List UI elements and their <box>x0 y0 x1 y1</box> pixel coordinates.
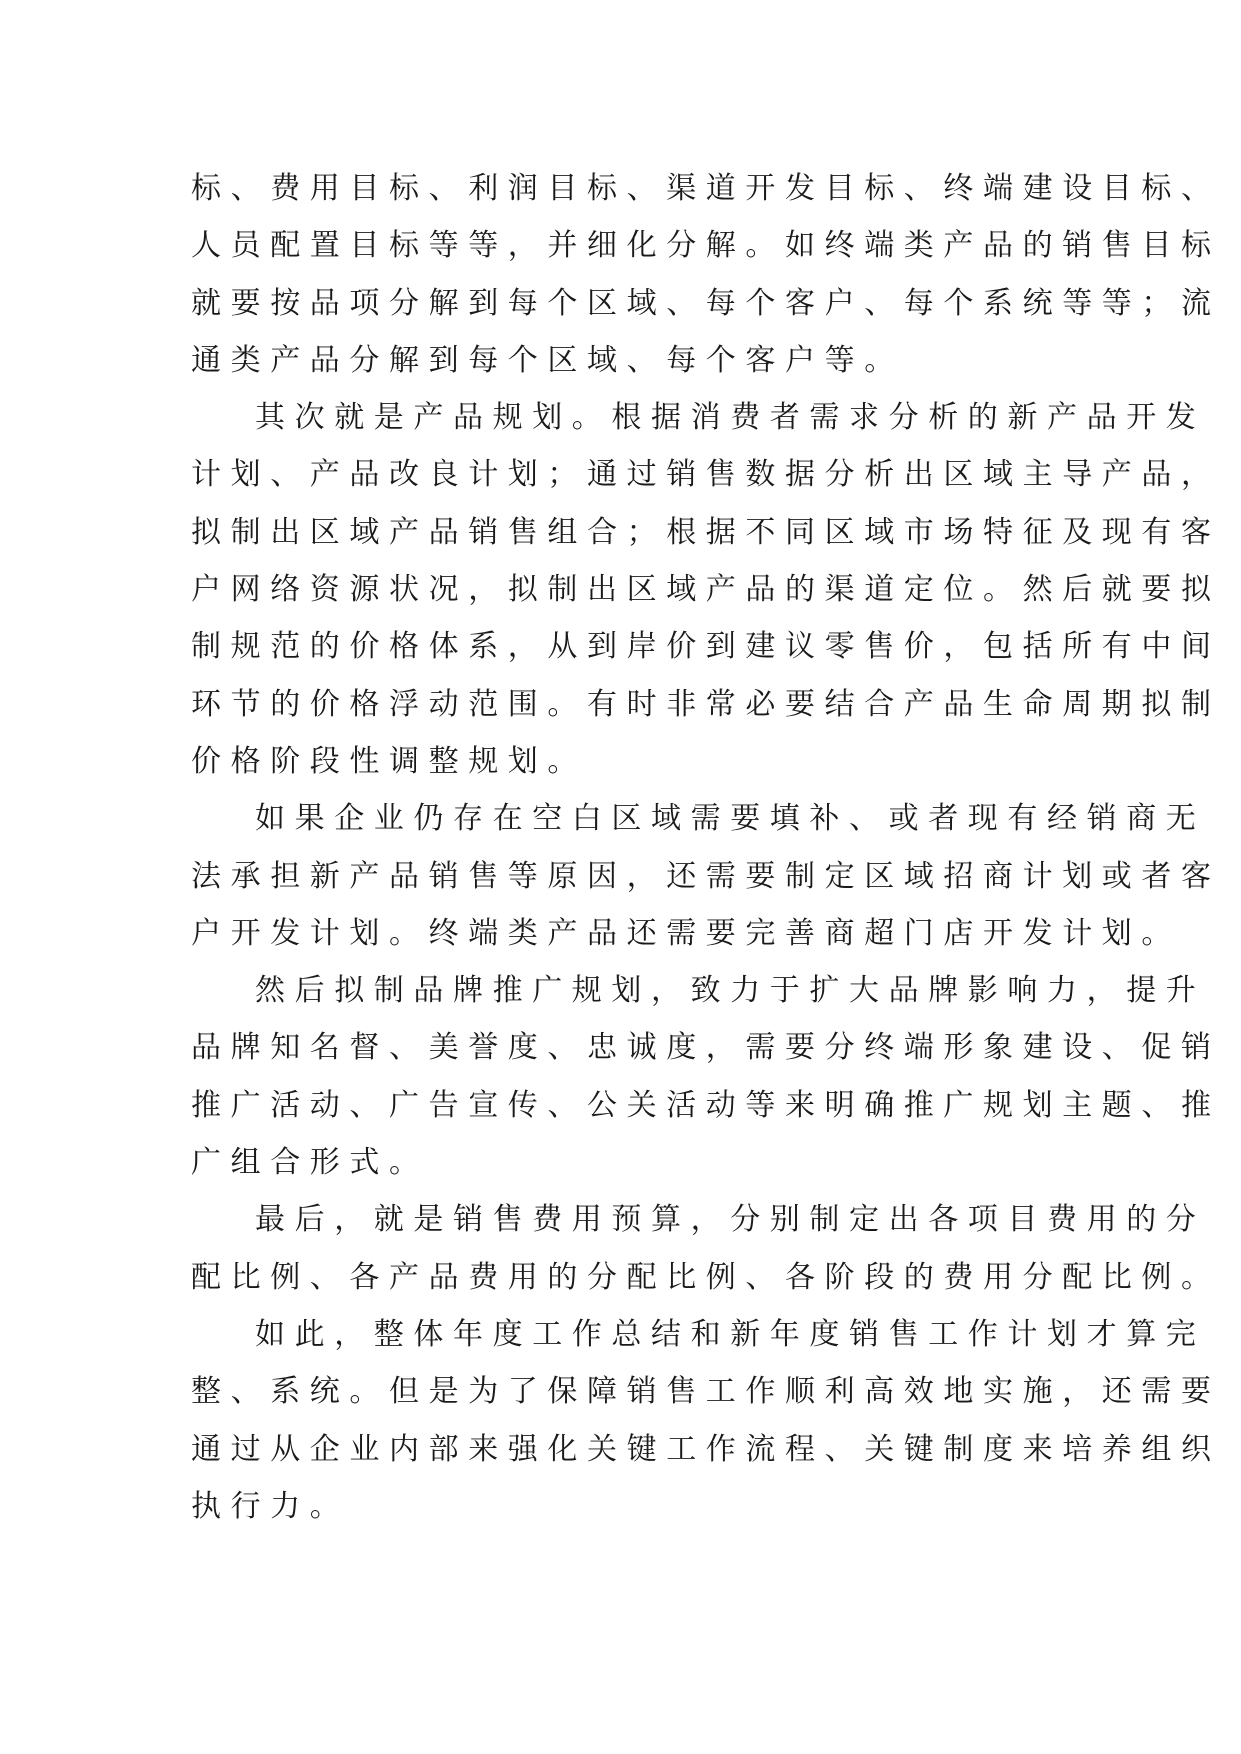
text-line: 户开发计划。终端类产品还需要完善商超门店开发计划。 <box>191 915 1181 951</box>
text-line: 广组合形式。 <box>191 1145 429 1181</box>
paragraph-budget <box>191 1191 1221 1306</box>
text-line: 计划、产品改良计划；通过销售数据分析出区域主导产品， <box>191 457 1221 493</box>
text-line: 价格阶段性调整规划。 <box>191 743 587 779</box>
text-line: 最后，就是销售费用预算，分别制定出各项目费用的分 <box>255 1202 1206 1238</box>
text-line: 品牌知名督、美誉度、忠诚度，需要分终端形象建设、促销 <box>191 1030 1221 1066</box>
text-line: 制规范的价格体系，从到岸价到建议零售价，包括所有中间 <box>191 629 1221 665</box>
paragraph-brand-promotion <box>191 962 1221 1191</box>
text-line: 如此，整体年度工作总结和新年度销售工作计划才算完 <box>255 1316 1206 1352</box>
text-line: 通类产品分解到每个区域、每个客户等。 <box>191 342 904 378</box>
text-line: 推广活动、广告宣传、公关活动等来明确推广规划主题、推 <box>191 1087 1221 1123</box>
text-line: 就要按品项分解到每个区域、每个客户、每个系统等等；流 <box>191 285 1221 321</box>
paragraph-conclusion <box>191 1306 1221 1535</box>
text-line: 如果企业仍存在空白区域需要填补、或者现有经销商无 <box>255 801 1206 837</box>
text-line: 配比例、各产品费用的分配比例、各阶段的费用分配比例。 <box>191 1259 1221 1295</box>
text-line: 户网络资源状况，拟制出区域产品的渠道定位。然后就要拟 <box>191 572 1221 608</box>
paragraph-recruitment-plan <box>191 790 1221 962</box>
text-line: 通过从企业内部来强化关键工作流程、关键制度来培养组织 <box>191 1431 1221 1467</box>
document-body <box>191 160 1221 1535</box>
text-line: 整、系统。但是为了保障销售工作顺利高效地实施，还需要 <box>191 1374 1221 1410</box>
text-line: 环节的价格浮动范围。有时非常必要结合产品生命周期拟制 <box>191 686 1221 722</box>
paragraph-product-planning <box>191 389 1221 790</box>
text-line: 然后拟制品牌推广规划，致力于扩大品牌影响力，提升 <box>255 973 1206 1009</box>
text-line: 执行力。 <box>191 1488 350 1524</box>
text-line: 标、费用目标、利润目标、渠道开发目标、终端建设目标、 <box>191 171 1221 206</box>
text-line: 人员配置目标等等，并细化分解。如终端类产品的销售目标 <box>191 228 1221 264</box>
text-line: 法承担新产品销售等原因，还需要制定区域招商计划或者客 <box>191 858 1221 894</box>
text-line: 拟制出区域产品销售组合；根据不同区域市场特征及现有客 <box>191 514 1221 550</box>
text-line: 其次就是产品规划。根据消费者需求分析的新产品开发 <box>255 400 1206 436</box>
paragraph-targets <box>191 160 1221 389</box>
